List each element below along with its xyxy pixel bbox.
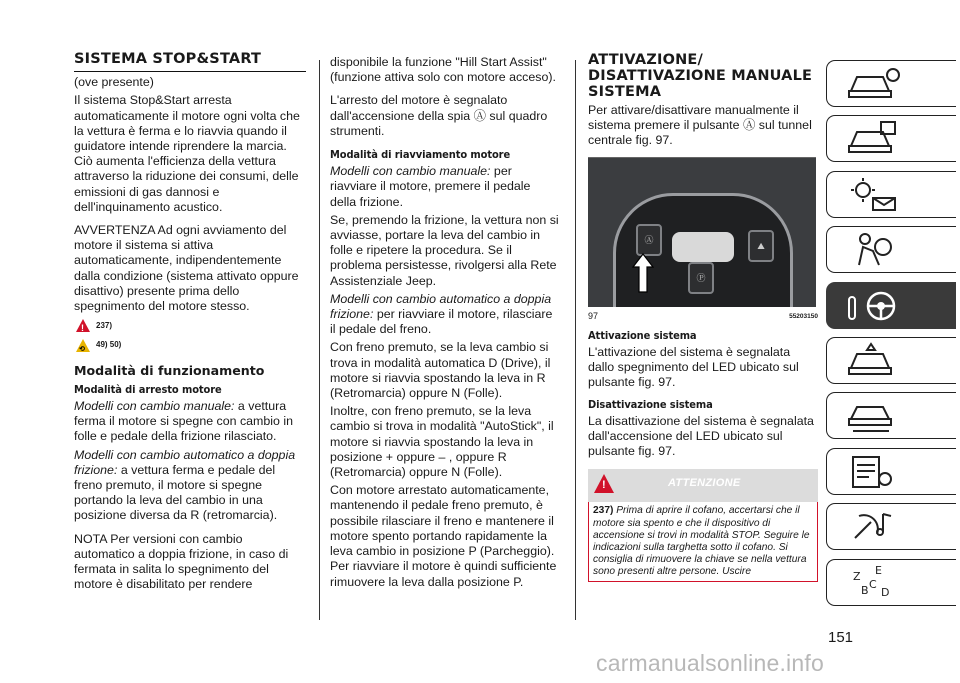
paragraph: L'attivazione del sistema è segnalata dallo spegnimento del LED ubicato sul pulsante fig. 97. [588, 345, 799, 390]
caution-ref [76, 337, 306, 352]
paragraph: NOTA Per versioni con cambio automatico a doppia frizione, in caso di fermata in salita lo spegnimento del motore è disabilitato per rendere [74, 531, 289, 592]
warning-ref [76, 318, 306, 333]
column-divider [575, 60, 576, 620]
paragraph: disponibile la funzione "Hill Start Assist" (funzione attiva solo con motore acceso). [330, 55, 556, 85]
multimedia-icon [845, 508, 901, 546]
paragraph-text: sul tunnel centrale fig. 97. [588, 118, 812, 148]
figure-97 [588, 157, 816, 307]
paragraph: Con motore arrestato automaticamente, mantenendo il pedale freno premuto, è possibile rilasciare il freno e mantenere il motore spento portando rapidamente la leva cambio in posizione P (Parcheggio). Per riavviare il motore è quindi sufficiente rimuovere la leva dalla posizione P. [330, 483, 557, 589]
paragraph-text: L'arresto del motore è segnalato dall'accensione della spia [330, 93, 508, 123]
svg-text:C: C [869, 577, 877, 591]
paragraph-text: sul quadro strumenti. [330, 108, 548, 138]
figure-number: 97 [588, 310, 599, 321]
chapter-tab-technical-data[interactable] [826, 448, 956, 495]
caution-icon [76, 339, 90, 352]
stopstart-button: Ⓐ [636, 224, 662, 256]
chapter-tab-dashboard[interactable] [826, 60, 956, 107]
paragraph-text: per riavviare il motore, premere il pedale della frizione. [330, 164, 531, 209]
chapter-tabs [826, 60, 956, 614]
parking-brake-button: Ⓟ [688, 262, 714, 294]
svg-text:D: D [881, 585, 890, 599]
chapter-tab-maintenance[interactable] [826, 392, 956, 439]
document-gear-icon [845, 453, 901, 491]
attention-banner [588, 469, 818, 502]
airbag-icon [845, 231, 901, 269]
paragraph: Inoltre, con freno premuto, se la leva cambio si trova in modalità "AutoStick", il motore si riavvia spostando la leva in posizione + oppure – , oppure R (Retromarcia) oppure N (Folle). [330, 404, 554, 480]
arrow-up-icon [632, 253, 654, 293]
svg-text:B: B [861, 583, 869, 597]
hill-descent-button: ⛰ [748, 230, 774, 262]
paragraph [588, 103, 818, 149]
chapter-tab-multimedia[interactable] [826, 503, 956, 550]
heading: Disattivazione sistema [588, 397, 713, 411]
subsection-title: Modalità di funzionamento [74, 362, 265, 378]
heading: Modalità di riavviamento motore [330, 148, 511, 162]
paragraph [74, 399, 306, 445]
attention-body [588, 502, 818, 581]
warning-ref-label: 237) [96, 321, 113, 331]
chapter-tab-index[interactable] [826, 559, 956, 606]
italic-lead: Modelli con cambio manuale: [74, 399, 235, 414]
chapter-tab-safety[interactable] [826, 226, 956, 273]
paragraph [74, 448, 306, 524]
italic-lead: Modelli con cambio automatico a doppia frizione: [74, 447, 296, 477]
paragraph: (ove presente) [74, 75, 154, 90]
paragraph: La disattivazione del sistema è segnalata dall'accensione del LED ubicato sul pulsante fig. 97. [588, 413, 814, 459]
italic-lead: Modelli con cambio manuale: [330, 164, 491, 179]
dashboard-car-icon [845, 65, 901, 103]
figure-code: 55203150 [789, 312, 818, 320]
attention-text: Prima di aprire il cofano, accertarsi che il motore sia spento e che il dispositivo di accensione si trovi in modalità STOP. Seguire le indicazioni sulla targhetta sotto il cofano. Si consiglia di rimuovere la chiave se nella vettura sono presenti altre persone. Uscire [593, 505, 810, 578]
section-title: SISTEMA STOP&START [74, 52, 306, 72]
paragraph [330, 93, 560, 139]
chapter-tab-vehicle[interactable] [826, 115, 956, 162]
stopstart-warning-icon: Ⓐ [473, 108, 486, 123]
paragraph-text: a vettura ferma il motore si spegne con cambio in folle e pedale della frizione rilasciato. [74, 399, 294, 444]
paragraph-text: a vettura ferma e pedale del freno premuto, il motore si spegne portando la leva del cambio in una posizione diversa da R (retromarcia). [74, 462, 278, 523]
caution-ref-label: 49) 50) [96, 340, 122, 350]
danger-icon [76, 319, 90, 332]
attention-label: ATTENZIONE [668, 477, 741, 490]
paragraph: Con freno premuto, se la leva cambio si trova in modalità automatica D (Drive), il motore si riavvia spostando la leva in R (Retromarcia) oppure N (Folle). [330, 340, 551, 401]
chapter-tab-starting-driving[interactable] [826, 282, 956, 329]
column-divider [319, 60, 320, 620]
warning-lights-icon [845, 176, 901, 214]
paragraph: Se, premendo la frizione, la vettura non si avviasse, portare la leva del cambio in folle e ripetere la procedura. Se il problema persistesse, rivolgersi alla Rete Assistenziale Jeep. [330, 212, 559, 288]
car-lift-icon [845, 397, 901, 435]
column-1 [74, 52, 306, 596]
svg-text:Z: Z [853, 569, 861, 583]
chapter-tab-emergency[interactable] [826, 337, 956, 384]
watermark: carmanualsonline.info [596, 650, 824, 676]
phone-tray [672, 232, 734, 262]
danger-icon [594, 474, 614, 493]
section-title: ATTIVAZIONE/ DISATTIVAZIONE MANUALE SISTEMA [588, 52, 813, 100]
column-2 [330, 55, 560, 593]
paragraph-text: Per attivare/disattivare manualmente il sistema premere il pulsante [588, 103, 799, 133]
car-info-icon [845, 120, 901, 158]
paragraph [330, 292, 560, 338]
chapter-tab-warning-lights[interactable] [826, 171, 956, 218]
figure-caption [588, 309, 818, 324]
paragraph: Il sistema Stop&Start arresta automaticamente il motore ogni volta che la vettura è ferma e lo riavvia quando il guidatore intende riprendere la marcia. Ciò aumenta l'efficienza della vettura attraverso la riduzione dei consumi, delle emissioni di gas dannosi e dell'inquinamento acustico. [74, 93, 300, 214]
italic-lead: Modelli con cambio automatico a doppia frizione: [330, 291, 552, 322]
alphabet-index-icon [845, 564, 901, 602]
emergency-car-icon [845, 342, 901, 380]
paragraph-text: per riavviare il motore, rilasciare il pedale del freno. [330, 307, 553, 337]
stopstart-button-icon: Ⓐ [742, 118, 756, 133]
heading: Attivazione sistema [588, 328, 697, 342]
attention-number: 237) [593, 505, 614, 517]
heading: Modalità di arresto motore [74, 382, 222, 396]
paragraph [330, 164, 560, 210]
svg-text:E: E [875, 563, 882, 577]
paragraph: AVVERTENZA Ad ogni avviamento del motore il sistema si attiva automaticamente, indipendentemente dalla condizione (sistema attivato oppure disattivo) presente prima dello spegnimento del motore stesso. [74, 223, 299, 314]
column-3 [588, 52, 818, 582]
page-number: 151 [828, 629, 854, 646]
key-steering-icon [845, 287, 901, 325]
